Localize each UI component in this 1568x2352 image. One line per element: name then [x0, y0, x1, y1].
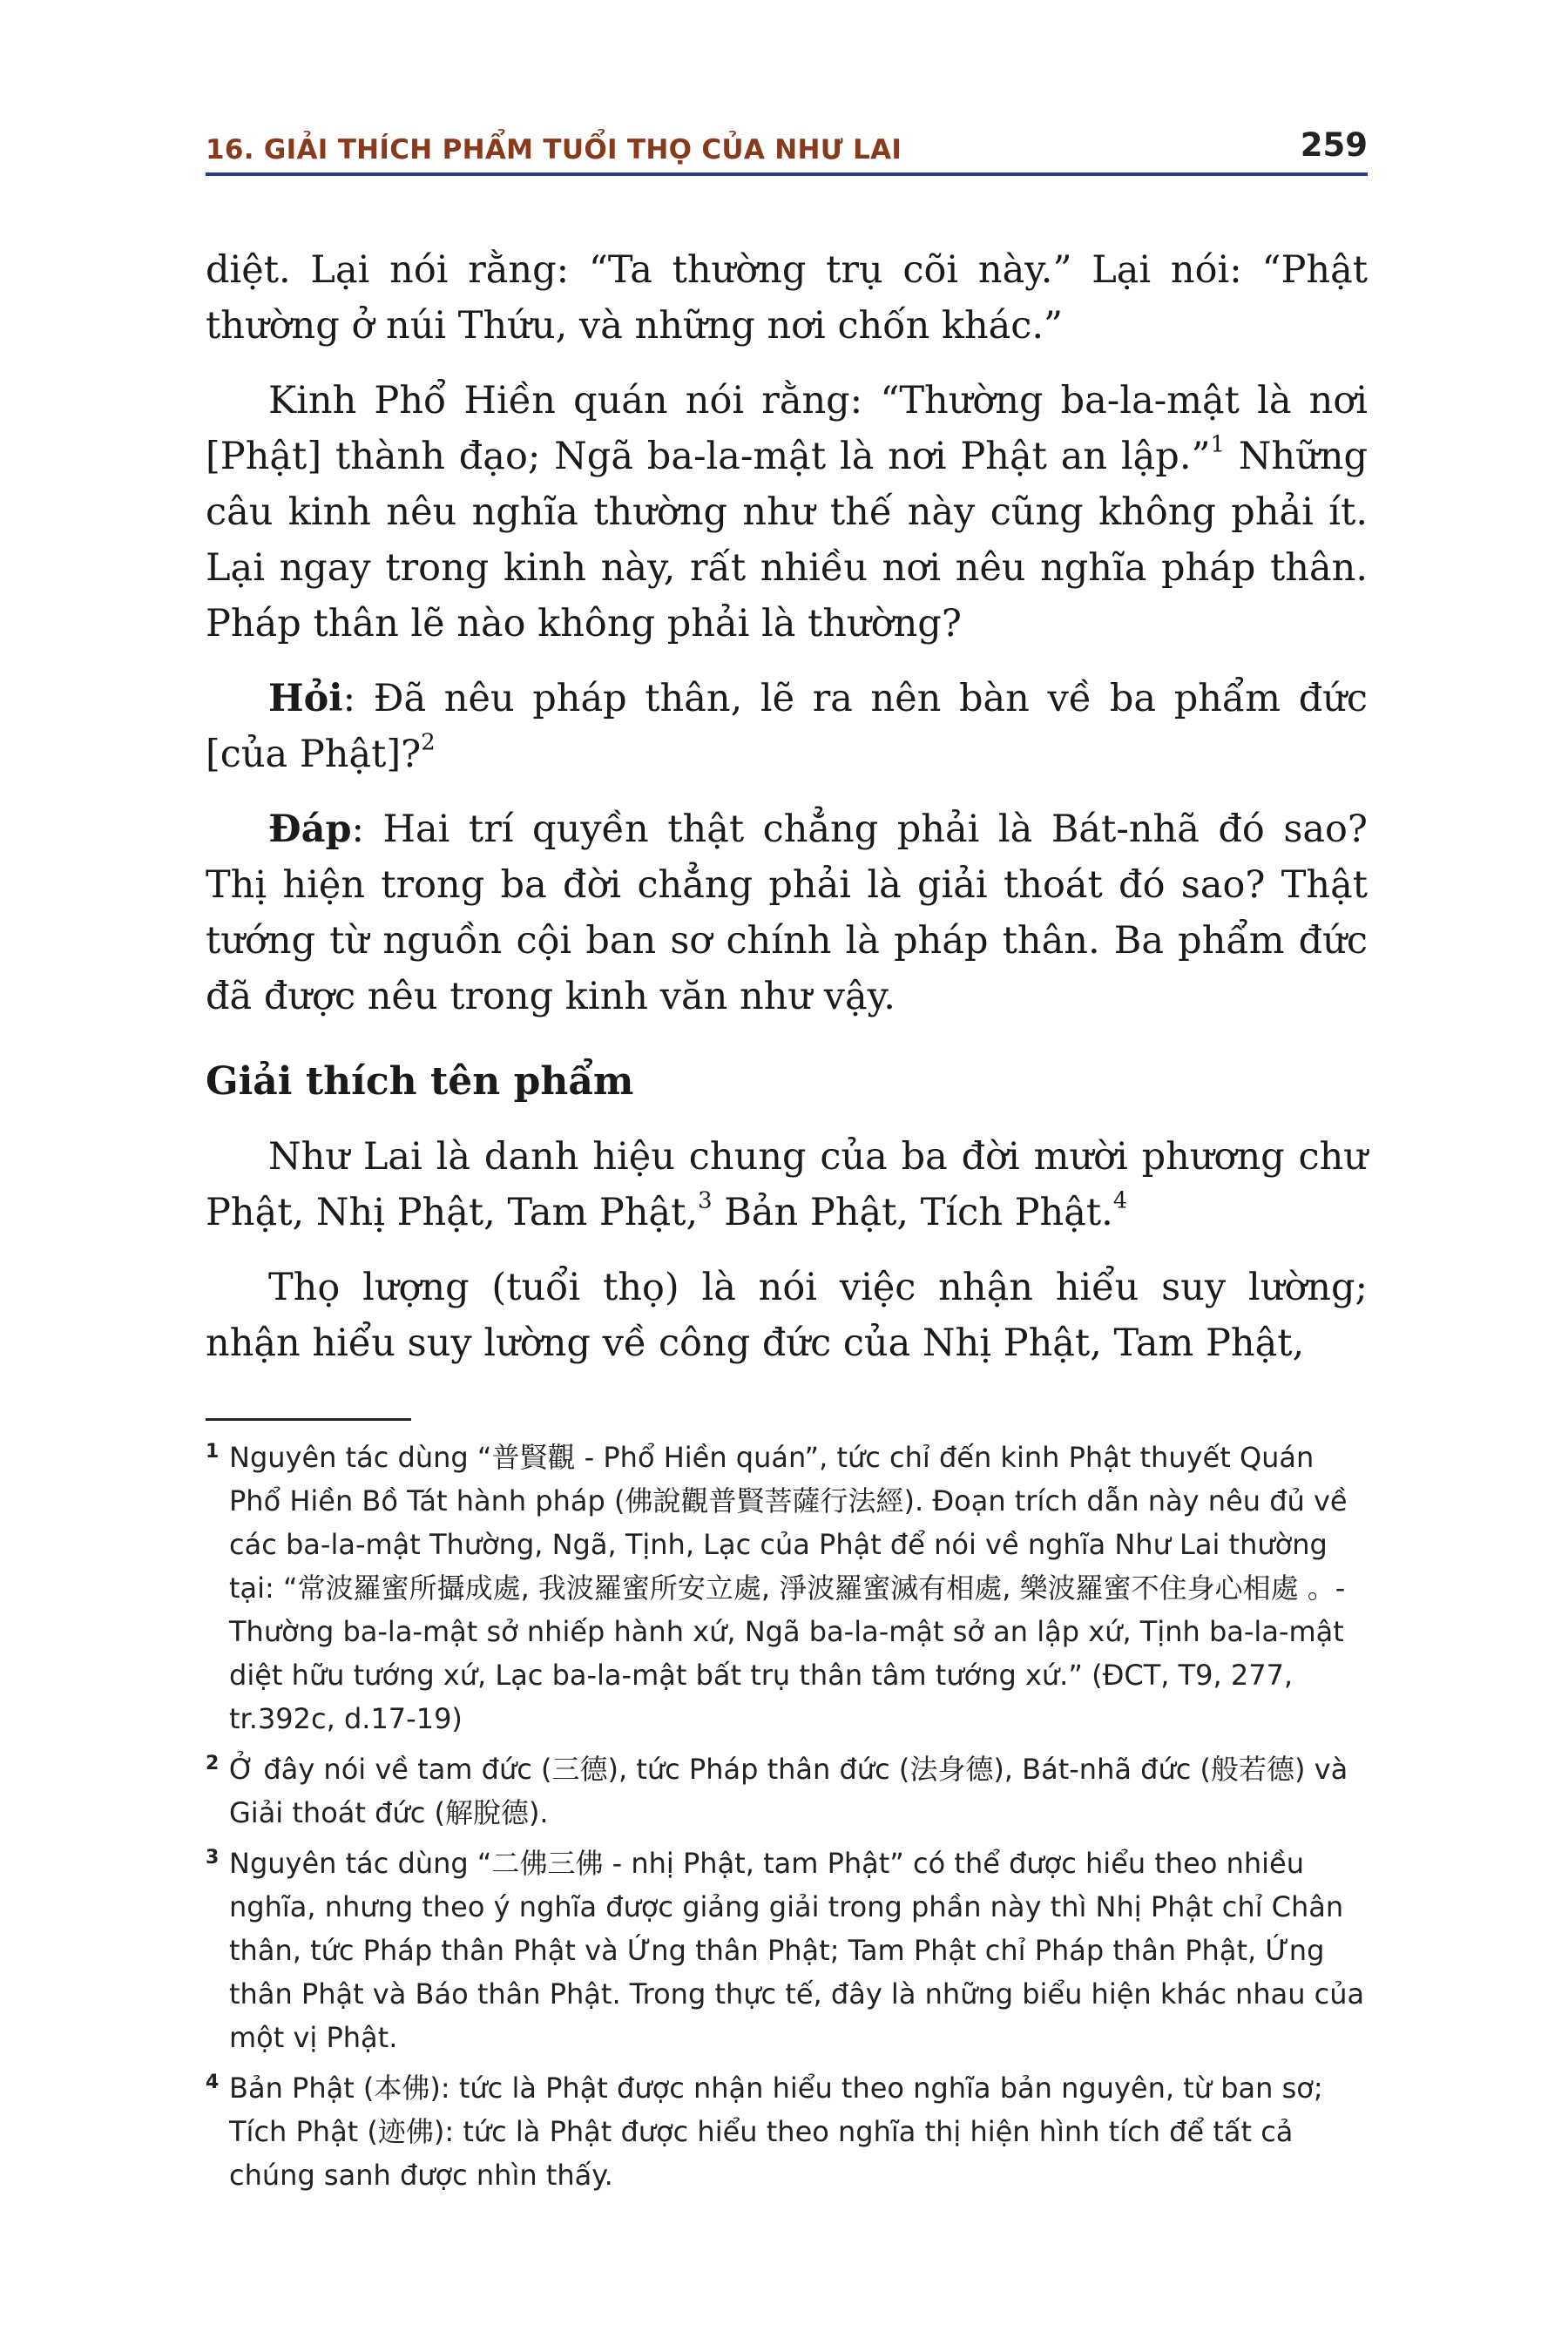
question-text: : Đã nêu pháp thân, lẽ ra nên bàn về ba phẩm đức [của Phật]? — [206, 677, 1368, 776]
footnote-ref-2: 2 — [421, 729, 436, 756]
footnote-text: Nguyên tác dùng “普賢觀 - Phổ Hiền quán”, tức chỉ đến kinh Phật thuyết Quán Phổ Hiền Bồ Tát hành pháp (佛說觀普賢菩薩行法經). Đoạn trích dẫn này nêu đủ về các ba-la-mật Thường, Ngã, Tịnh, Lạc của Phật để nói về nghĩa Như Lai thường tại: “常波羅蜜所攝成處, 我波羅蜜所安立處, 淨波羅蜜滅有相處, 樂波羅蜜不住身心相處 。- Thường ba-la-mật sở nhiếp hành xứ, Ngã ba-la-mật sở an lập xứ, Tịnh ba-la-mật diệt hữu tướng xứ, Lạc ba-la-mật bất trụ thân tâm tướng xứ.” (ĐCT, T9, 277, tr.392c, d.17-19) — [229, 1441, 1348, 1735]
footnote-text: Bản Phật (本佛): tức là Phật được nhận hiểu theo nghĩa bản nguyên, từ ban sơ; Tích Phật (迹佛): tức là Phật được hiểu theo nghĩa thị hiện hình tích để tất cả chúng sanh được nhìn thấy. — [229, 2072, 1323, 2192]
footnote-1 — [206, 1436, 1368, 1740]
footnotes — [206, 1436, 1368, 2204]
footnote-ref-1: 1 — [1210, 431, 1225, 458]
footnote-number: 1 — [206, 1441, 220, 1463]
paragraph-answer — [206, 801, 1368, 1024]
paragraph-6-text: Thọ lượng (tuổi thọ) là nói việc nhận hiểu suy lường; nhận hiểu suy lường về công đức của Nhị Phật, Tam Phật, — [206, 1266, 1368, 1365]
paragraph-question — [206, 671, 1368, 782]
paragraph-5-text-a: Như Lai là danh hiệu chung của ba đời mười phương chư Phật, Nhị Phật, Tam Phật, — [206, 1135, 1368, 1234]
section-heading: Giải thích tên phẩm — [206, 1059, 634, 1104]
answer-text: : Hai trí quyền thật chẳng phải là Bát-nhã đó sao? Thị hiện trong ba đời chẳng phải là giải thoát đó sao? Thật tướng từ nguồn cội ban sơ chính là pháp thân. Ba phẩm đức đã được nêu trong kinh văn như vậy. — [206, 808, 1368, 1018]
paragraph-2 — [206, 373, 1368, 652]
main-text — [206, 242, 1368, 1390]
question-label: Hỏi — [268, 677, 343, 720]
paragraph-6 — [206, 1260, 1368, 1371]
footnote-ref-4: 4 — [1112, 1187, 1128, 1214]
footnote-text: Ở đây nói về tam đức (三德), tức Pháp thân đức (法身德), Bát-nhã đức (般若德) và Giải thoát đức (解脫德). — [229, 1753, 1348, 1829]
running-header — [206, 124, 1368, 176]
footnote-4 — [206, 2066, 1368, 2197]
paragraph-2-text-a: Kinh Phổ Hiền quán nói rằng: “Thường ba-la-mật là nơi [Phật] thành đạo; Ngã ba-la-mật là nơi Phật an lập.” — [206, 379, 1368, 478]
footnote-number: 2 — [206, 1753, 220, 1774]
paragraph-5 — [206, 1129, 1368, 1240]
answer-label: Đáp — [268, 808, 352, 851]
paragraph-1 — [206, 242, 1368, 354]
footnote-separator — [206, 1418, 411, 1421]
header-rule — [206, 172, 1368, 176]
footnote-text: Nguyên tác dùng “二佛三佛 - nhị Phật, tam Phật” có thể được hiểu theo nhiều nghĩa, nhưng theo ý nghĩa được giảng giải trong phần này thì Nhị Phật chỉ Chân thân, tức Pháp thân Phật và Ứng thân Phật; Tam Phật chỉ Pháp thân Phật, Ứng thân Phật và Báo thân Phật. Trong thực tế, đây là những biểu hiện khác nhau của một vị Phật. — [229, 1847, 1365, 2054]
footnote-number: 3 — [206, 1847, 220, 1869]
footnote-2 — [206, 1747, 1368, 1835]
paragraph-2-text-b: Những câu kinh nêu nghĩa thường như thế này cũng không phải ít. Lại ngay trong kinh này, rất nhiều nơi nêu nghĩa pháp thân. Pháp thân lẽ nào không phải là thường? — [206, 435, 1368, 645]
chapter-title: 16. GIẢI THÍCH PHẨM TUỔI THỌ CỦA NHƯ LAI — [206, 134, 902, 166]
footnote-3 — [206, 1842, 1368, 2059]
footnote-number: 4 — [206, 2072, 220, 2093]
page-number: 259 — [1300, 126, 1368, 164]
paragraph-1-text: diệt. Lại nói rằng: “Ta thường trụ cõi này.” Lại nói: “Phật thường ở núi Thứu, và những nơi chốn khác.” — [206, 248, 1368, 348]
paragraph-5-text-b: Bản Phật, Tích Phật. — [712, 1191, 1113, 1234]
footnote-ref-3: 3 — [698, 1187, 713, 1214]
